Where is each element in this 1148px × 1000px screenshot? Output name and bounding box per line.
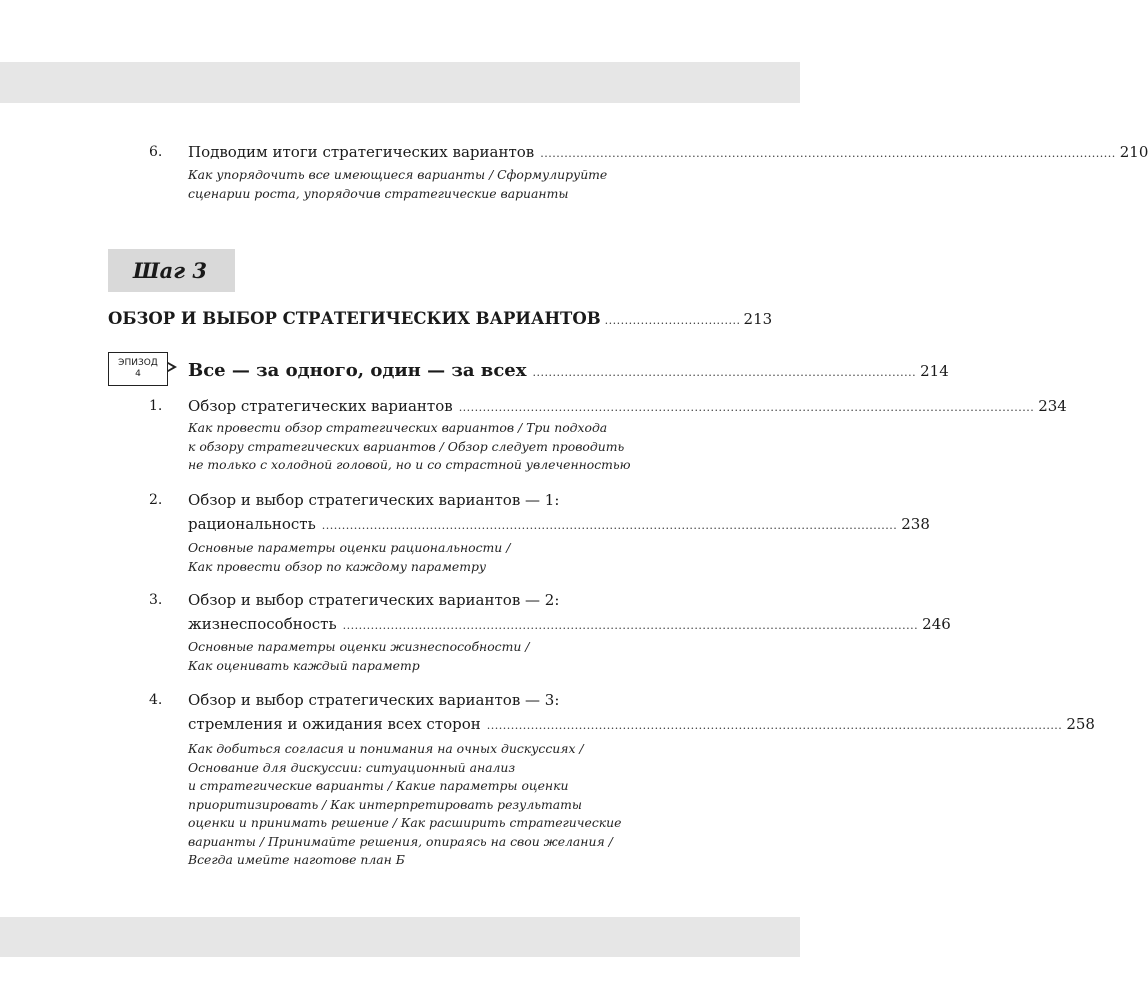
description-line: Как провести обзор стратегических вариантов / Три подхода: [188, 420, 608, 435]
description-line: не только с холодной головой, но и со страстной увлеченностью: [188, 457, 631, 472]
chapter-title: жизнеспособность: [188, 615, 337, 633]
description-line: Как оценивать каждый параметр: [188, 657, 420, 673]
chapter-title-line: Обзор и выбор стратегических вариантов — 3:: [188, 691, 560, 709]
chapter-title-line: Обзор и выбор стратегических вариантов — 1:: [188, 491, 560, 509]
page-number: 258: [1066, 715, 1095, 733]
description-line: Основные параметры оценки жизнеспособности /: [188, 639, 530, 654]
chapter-title: стремления и ожидания всех сторон: [188, 715, 481, 733]
chapter-description: [188, 539, 688, 576]
chapter-description: [188, 419, 688, 475]
episode-badge-label: ЭПИЗОД: [118, 358, 158, 368]
dot-leader: ................................................................................................................................................: [486, 719, 1063, 732]
page-number: 214: [920, 362, 949, 380]
top-gray-band: [0, 62, 800, 103]
dot-leader: ................................................................................................................................................: [540, 147, 1116, 160]
entry-number: 6.: [149, 144, 163, 160]
description-line: сценарии роста, упорядочив стратегические варианты: [188, 185, 569, 201]
description-line: и стратегические варианты / Какие параметры оценки: [188, 778, 569, 793]
chapter-number: 1.: [149, 398, 163, 414]
entry-description: [188, 166, 688, 203]
chapter-title: Обзор стратегических вариантов: [188, 397, 453, 415]
dot-leader: ..................................: [604, 314, 741, 327]
episode-title: Все — за одного, один — за всех: [188, 360, 527, 381]
chapter-title-line: Обзор и выбор стратегических вариантов — 2:: [188, 591, 560, 609]
step-label: Шаг 3: [133, 258, 207, 283]
toc-chapter-3[interactable]: [188, 614, 951, 636]
page-number: 234: [1038, 397, 1067, 415]
description-line: Как упорядочить все имеющиеся варианты / Сформулируйте: [188, 167, 608, 182]
toc-chapter-1[interactable]: [188, 396, 1067, 418]
toc-entry-6[interactable]: [188, 142, 1148, 164]
dot-leader: ................................................................................................................................................: [321, 519, 898, 532]
description-line: оценки и принимать решение / Как расширить стратегические: [188, 815, 622, 830]
episode-heading[interactable]: [188, 360, 949, 381]
dot-leader: ................................................................................................: [532, 366, 917, 379]
description-line: Основание для дискуссии: ситуационный анализ: [188, 759, 516, 775]
chapter-number: 3.: [149, 592, 163, 608]
chapter-description: [188, 740, 688, 870]
page-number: 238: [901, 515, 930, 533]
chapter-description: [188, 638, 688, 675]
toc-chapter-4[interactable]: [188, 714, 1095, 736]
description-line: Как добиться согласия и понимания на очных дискуссиях /: [188, 741, 584, 756]
dot-leader: ................................................................................................................................................: [342, 619, 919, 632]
page-number: 246: [922, 615, 951, 633]
page-number: 213: [743, 310, 773, 328]
description-line: Как провести обзор по каждому параметру: [188, 558, 487, 574]
description-line: Основные параметры оценки рациональности /: [188, 540, 511, 555]
section-heading[interactable]: [108, 309, 773, 328]
page-number: 210: [1119, 143, 1148, 161]
arrow-right-icon: [168, 362, 177, 372]
episode-badge: [108, 352, 168, 386]
description-line: варианты / Принимайте решения, опираясь на свои желания /: [188, 833, 613, 849]
chapter-title: рациональность: [188, 515, 316, 533]
dot-leader: ................................................................................................................................................: [458, 401, 1035, 414]
section-title: ОБЗОР И ВЫБОР СТРАТЕГИЧЕСКИХ ВАРИАНТОВ: [108, 309, 601, 328]
entry-title: Подводим итоги стратегических вариантов: [188, 143, 535, 161]
description-line: к обзору стратегических вариантов / Обзор следует проводить: [188, 438, 625, 454]
bottom-gray-band: [0, 917, 800, 957]
chapter-number: 4.: [149, 692, 163, 708]
toc-chapter-2[interactable]: [188, 514, 930, 536]
description-line: Всегда имейте наготове план Б: [188, 852, 405, 867]
episode-badge-number: 4: [135, 369, 141, 379]
description-line: приоритизировать / Как интерпретировать результаты: [188, 796, 582, 812]
chapter-number: 2.: [149, 492, 163, 508]
